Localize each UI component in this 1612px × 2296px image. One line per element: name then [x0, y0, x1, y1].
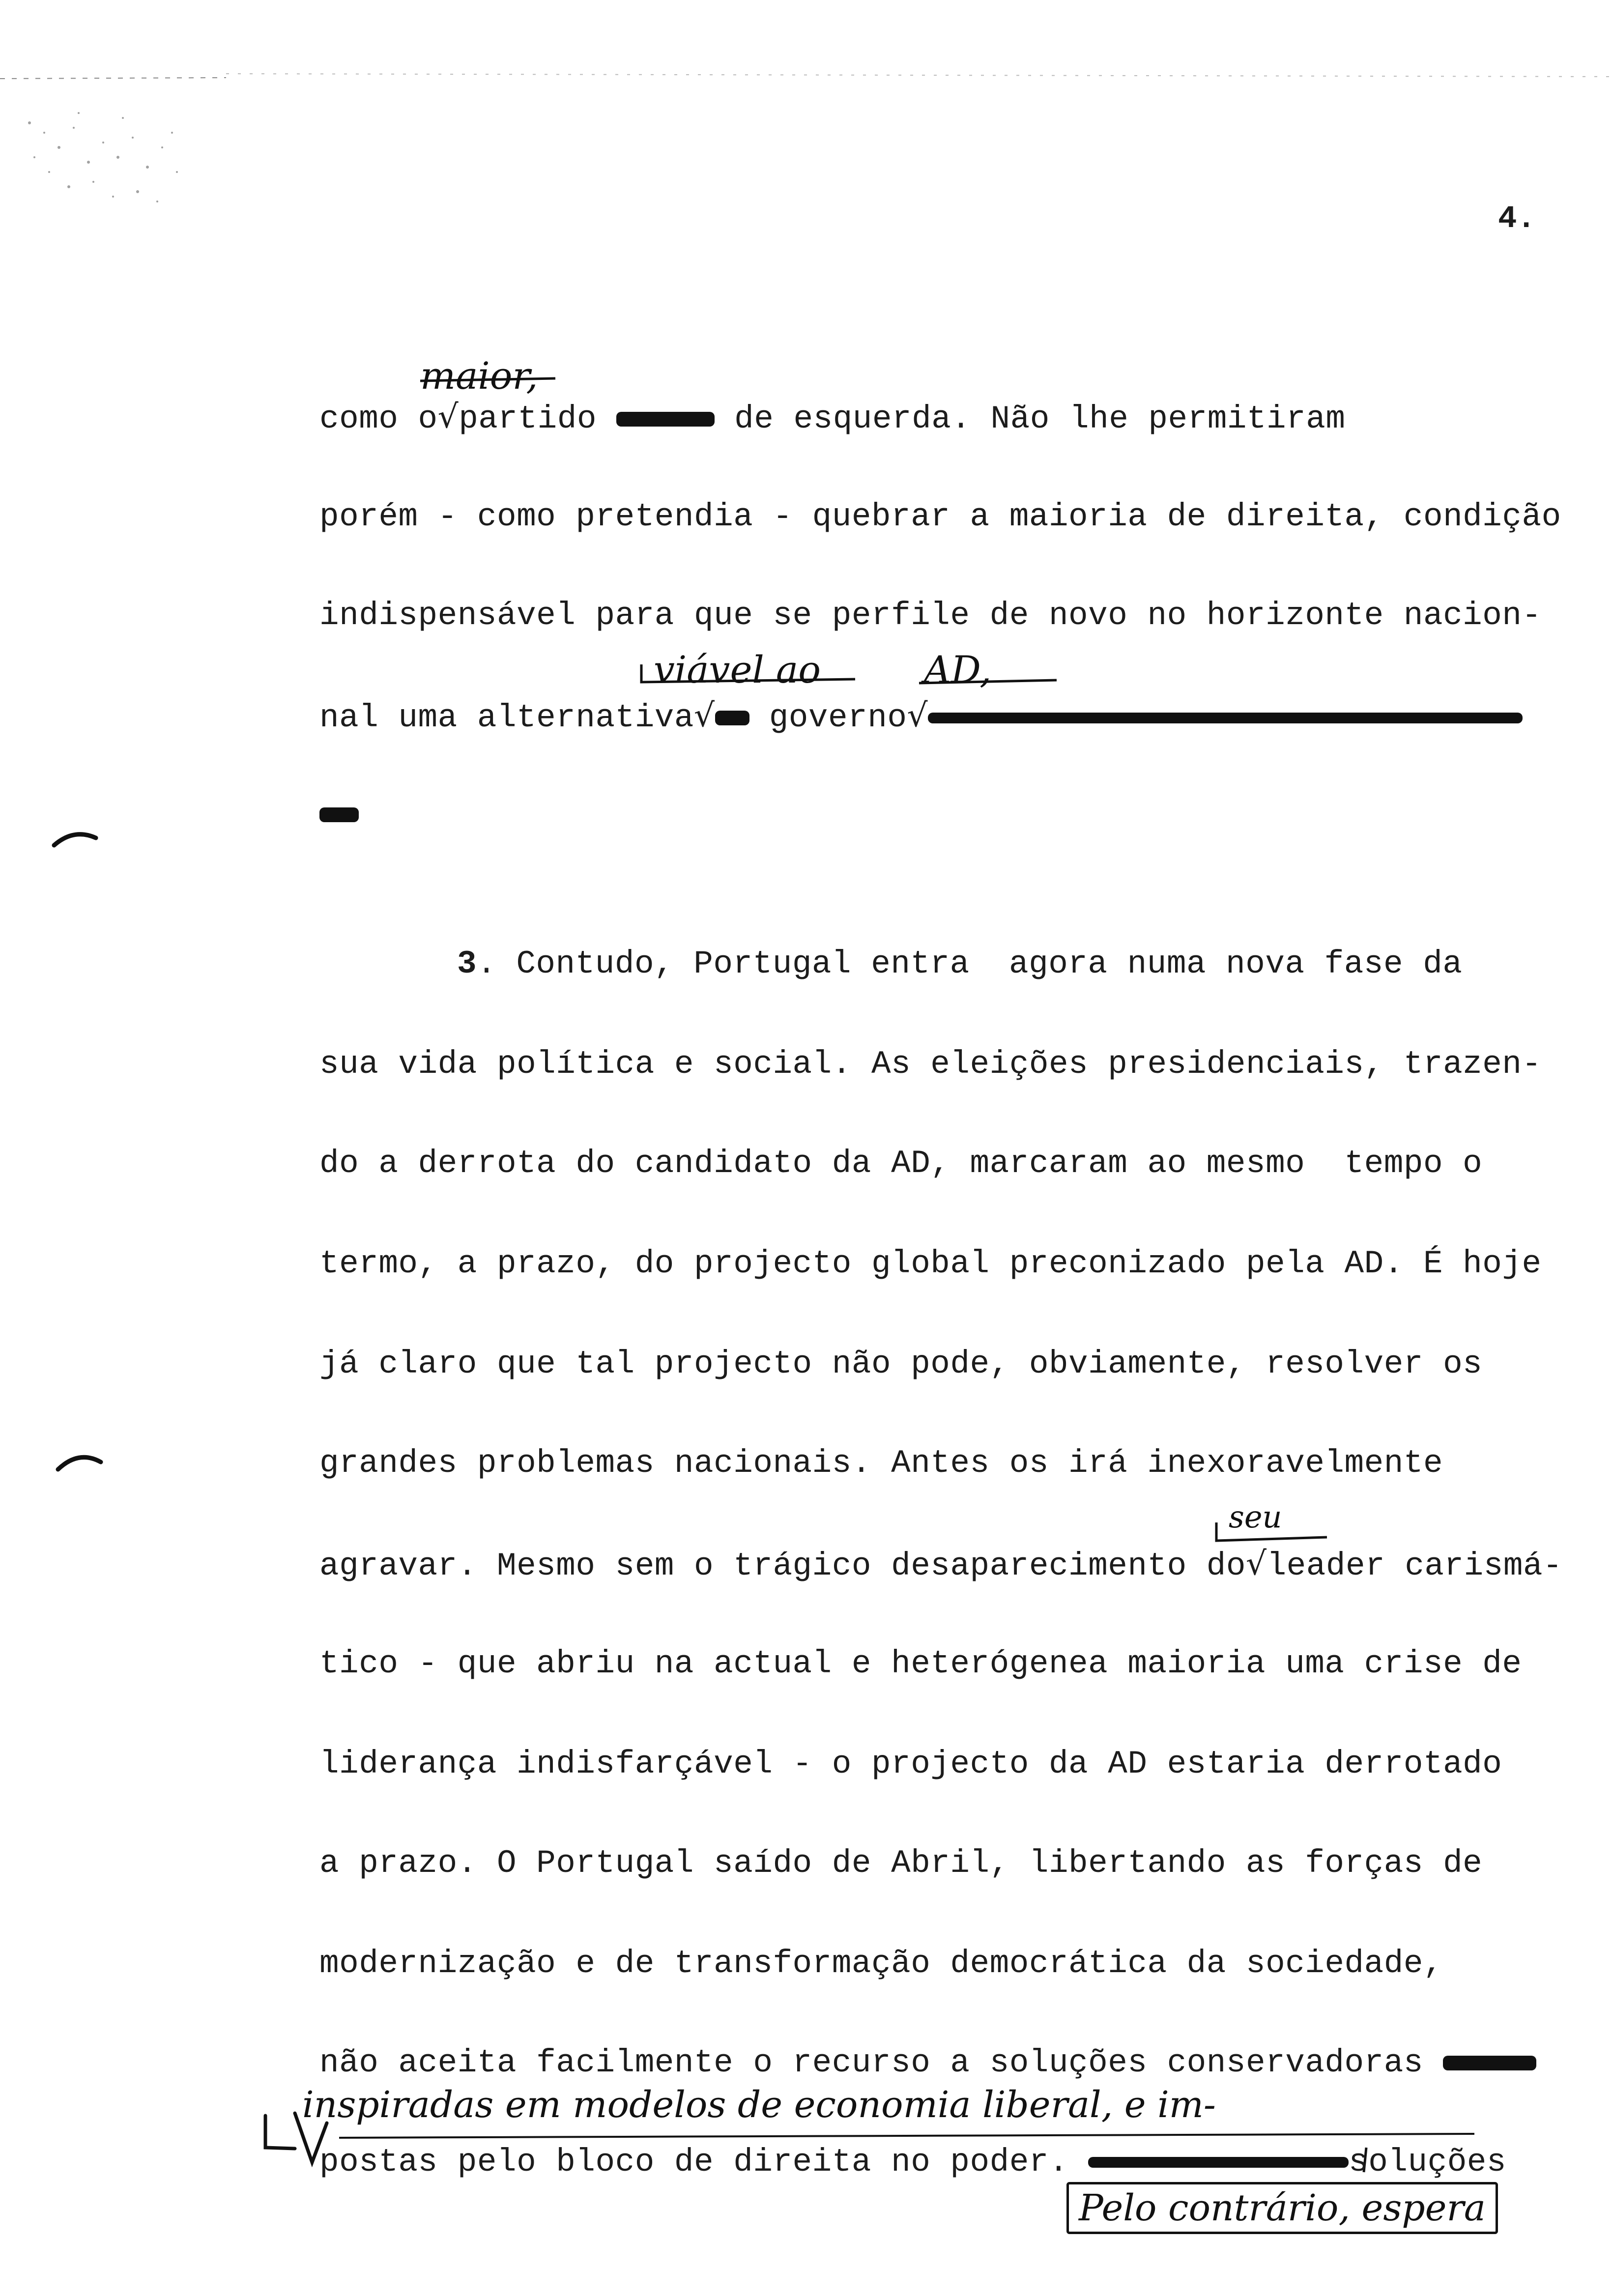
text-line-8: do a derrota do candidato da AD, marcaram ao mesmo tempo o [319, 1145, 1483, 1182]
text-line-3: indispensável para que se perfile de novo no horizonte nacion- [319, 597, 1542, 634]
text-line-9: termo, a prazo, do projecto global preconizado pela AD. É hoje [319, 1245, 1542, 1282]
text-line-15: a prazo. O Portugal saído de Abril, libertando as forças de [319, 1845, 1483, 1882]
text-line-14: liderança indisfarçável - o projecto da AD estaria derrotado [319, 1746, 1502, 1782]
text-line-17: não aceita facilmente o recurso a soluções conservadoras [319, 2043, 1536, 2083]
text-line-18: postas pelo bloco de direita no poder. soluções [319, 2144, 1507, 2181]
handwritten-insertion-maior: maior, [420, 354, 538, 398]
strikeout-scribble [1443, 2056, 1536, 2070]
handwritten-side-note: inspiradas em modelos de economia liberal, e im- [302, 2084, 1216, 2126]
text-line-16: modernização e de transformação democrática da sociedade, [319, 1945, 1443, 1982]
text-line-6: 3. Contudo, Portugal entra agora numa nova fase da [457, 946, 1463, 982]
text-line-11: grandes problemas nacionais. Antes os irá inexoravelmente [319, 1445, 1443, 1482]
text-line-2: porém - como pretendia - quebrar a maioria de direita, condição [319, 498, 1561, 535]
text-line-7: sua vida política e social. As eleições presidenciais, trazen- [319, 1046, 1542, 1083]
text-line-10: já claro que tal projecto não pode, obviamente, resolver os [319, 1346, 1483, 1382]
strikeout-scribble [1088, 2157, 1349, 2168]
text-line-4: nal uma alternativa√ governo√ [319, 696, 1523, 738]
text-line-12: agravar. Mesmo sem o trágico desaparecimento do√leader carismá- [319, 1545, 1563, 1584]
handwritten-boxed-note: Pelo contrário, espera [1066, 2182, 1498, 2234]
text-line-1: como o√partido de esquerda. Não lhe permitiram [319, 398, 1346, 437]
handwritten-insertion-viavel-ao: viável ao [654, 648, 821, 691]
handwritten-insertion-seu: seu [1229, 1499, 1282, 1535]
text-line-13: tico - que abriu na actual e heterógenea maioria uma crise de [319, 1645, 1522, 1682]
page-number: 4. [1498, 201, 1536, 237]
handwritten-insertion-ad: AD, [924, 648, 992, 691]
paragraph-number: 3 [457, 946, 477, 982]
